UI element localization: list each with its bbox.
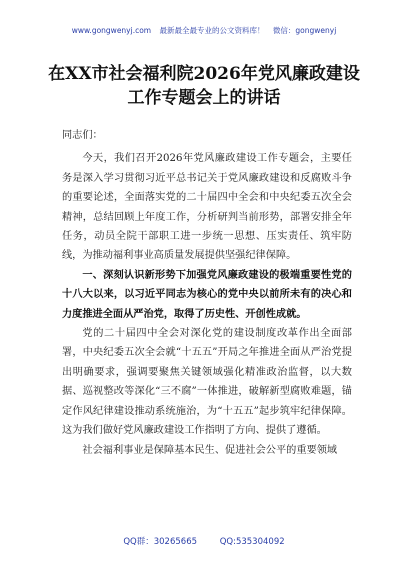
paragraph-intro: 今天，我们召开2026年党风廉政建设工作专题会，主要任务是深入学习贯彻习近平总书记关于党风廉政建设和反腐败斗争的重要论述，全面落实党的二十届四中全会和中央纪委五次全会精神，总结回顾上年度工作，分析研判当前形势，部署安排全年任务，动员全院干部职工进一步统一思想、压实责任、筑牢防线，为推动福利事业高质量发展提供坚强纪律保障。 — [62, 153, 352, 262]
site-url[interactable]: www.gongwenyj.com — [71, 26, 152, 35]
document-body — [62, 126, 352, 460]
paragraph-welfare: 社会福利事业是保障基本民生、促进社会公平的重要领域 — [82, 444, 338, 456]
footer-bar — [0, 536, 408, 548]
qq-group: QQ群：30265665 — [123, 537, 198, 547]
site-slogan: 最新最全最专业的公文资料库！ — [159, 26, 265, 35]
header-bar — [0, 26, 408, 36]
wechat-id: 微信：gongwenyj — [272, 26, 337, 35]
qq-contact: QQ:535304092 — [219, 537, 285, 547]
paragraph-plenum: 党的二十届四中全会对深化党的建设制度改革作出全面部署，中央纪委五次全会就“十五五”开局之年推进全面从严治党提出明确要求，强调要聚焦关键领域强化精准政治监督，以大数据、巡视整改等深化“三不腐”一体推进，破解新型腐败难题，锚定作风纪律建设推动系统施治，为“十五五”起步筑牢纪律保障。这为我们做好党风廉政建设工作指明了方向、提供了遵循。 — [62, 328, 352, 437]
section-heading-1: 一、深刻认识新形势下加强党风廉政建设的极端重要性党的十八大以来，以习近平同志为核心的党中央以前所未有的决心和力度推进全面从严治党，取得了历史性、开创性成就。 — [62, 268, 352, 320]
document-title: 在XX市社会福利院2026年党风廉政建设工作专题会上的讲话 — [48, 64, 360, 108]
salutation: 同志们： — [62, 130, 103, 141]
